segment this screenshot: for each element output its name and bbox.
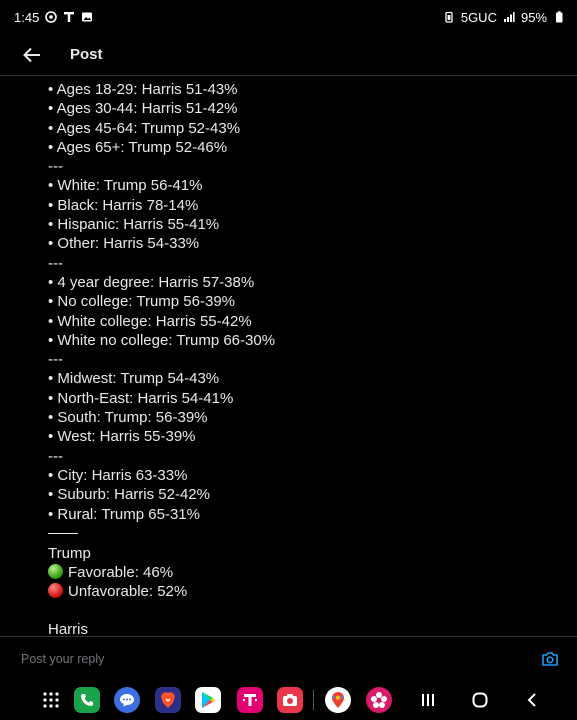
- list-item: • White no college: Trump 66-30%: [48, 331, 276, 349]
- list-item: • Ages 30-44: Harris 51-42%: [48, 100, 238, 118]
- status-left: [14, 10, 93, 25]
- divider-line: [48, 533, 78, 534]
- list-item: • Ages 65+: Trump 52-46%: [48, 138, 228, 156]
- list-item: • West: Harris 55-39%: [48, 428, 196, 446]
- sync-icon: [45, 11, 57, 23]
- camera-icon[interactable]: [541, 651, 559, 667]
- list-item: • Suburb: Harris 52-42%: [48, 486, 210, 504]
- battery-saver-icon: [443, 11, 455, 23]
- list-item: • Ages 45-64: Trump 52-43%: [48, 119, 241, 137]
- home-button[interactable]: [470, 688, 490, 712]
- list-item: • No college: Trump 56-39%: [48, 293, 236, 311]
- trump-favorable: Favorable: 46%: [68, 564, 174, 582]
- phone-icon[interactable]: [74, 687, 100, 713]
- separator: ---: [48, 351, 63, 369]
- list-item: • Black: Harris 78-14%: [48, 196, 199, 214]
- trump-favorable-line: [48, 563, 548, 582]
- t-mobile-status-icon: [63, 11, 75, 23]
- messages-icon[interactable]: [114, 687, 140, 713]
- app-drawer-icon[interactable]: [38, 687, 64, 713]
- list-item: • White college: Harris 55-42%: [48, 312, 252, 330]
- list-item: • South: Trump: 56-39%: [48, 409, 208, 427]
- list-item: • 4 year degree: Harris 57-38%: [48, 273, 255, 291]
- post-header: [0, 34, 577, 76]
- list-item: • Ages 18-29: Harris 51-43%: [48, 81, 238, 98]
- status-right: [443, 10, 565, 25]
- separator: ---: [48, 158, 63, 176]
- red-circle-icon: [48, 583, 63, 598]
- back-nav-button[interactable]: [522, 688, 542, 712]
- list-item: • Rural: Trump 65-31%: [48, 505, 200, 523]
- flower-app-icon[interactable]: [366, 687, 392, 713]
- signal-icon: [503, 11, 515, 23]
- trump-unfavorable-line: [48, 582, 548, 601]
- list-item: • City: Harris 63-33%: [48, 466, 188, 484]
- separator: ---: [48, 447, 63, 465]
- battery-icon: [553, 11, 565, 23]
- recents-button[interactable]: [418, 688, 438, 712]
- trump-heading: Trump: [48, 544, 91, 562]
- home-icon: [472, 692, 488, 708]
- network-type: 5GUC: [460, 9, 497, 25]
- list-item: • Midwest: Trump 54-43%: [48, 370, 220, 388]
- camera-app-icon[interactable]: [277, 687, 303, 713]
- back-nav-icon: [526, 692, 538, 708]
- play-store-icon[interactable]: [195, 687, 221, 713]
- post-content: [48, 80, 548, 639]
- harris-heading: Harris: [48, 620, 88, 638]
- separator: ---: [48, 254, 63, 272]
- image-icon: [81, 11, 93, 23]
- trump-unfavorable: Unfavorable: 52%: [68, 583, 188, 601]
- green-circle-icon: [48, 564, 63, 579]
- list-item: • White: Trump 56-41%: [48, 177, 203, 195]
- recents-icon: [421, 692, 435, 708]
- brave-browser-icon[interactable]: [155, 687, 181, 713]
- t-mobile-icon[interactable]: [237, 687, 263, 713]
- list-item: • Hispanic: Harris 55-41%: [48, 216, 220, 234]
- list-item: • North-East: Harris 54-41%: [48, 389, 234, 407]
- battery-percent: 95%: [520, 9, 547, 25]
- arrow-left-icon: [23, 47, 41, 63]
- back-button[interactable]: [2, 34, 62, 76]
- reply-bar: [0, 636, 577, 680]
- list-item: • Other: Harris 54-33%: [48, 235, 200, 253]
- page-title: Post: [70, 46, 103, 63]
- status-bar: [0, 0, 577, 34]
- status-time: 1:45: [14, 9, 40, 25]
- reply-input[interactable]: Post your reply: [21, 651, 105, 666]
- maps-icon[interactable]: [325, 687, 351, 713]
- dock-divider: [313, 690, 314, 710]
